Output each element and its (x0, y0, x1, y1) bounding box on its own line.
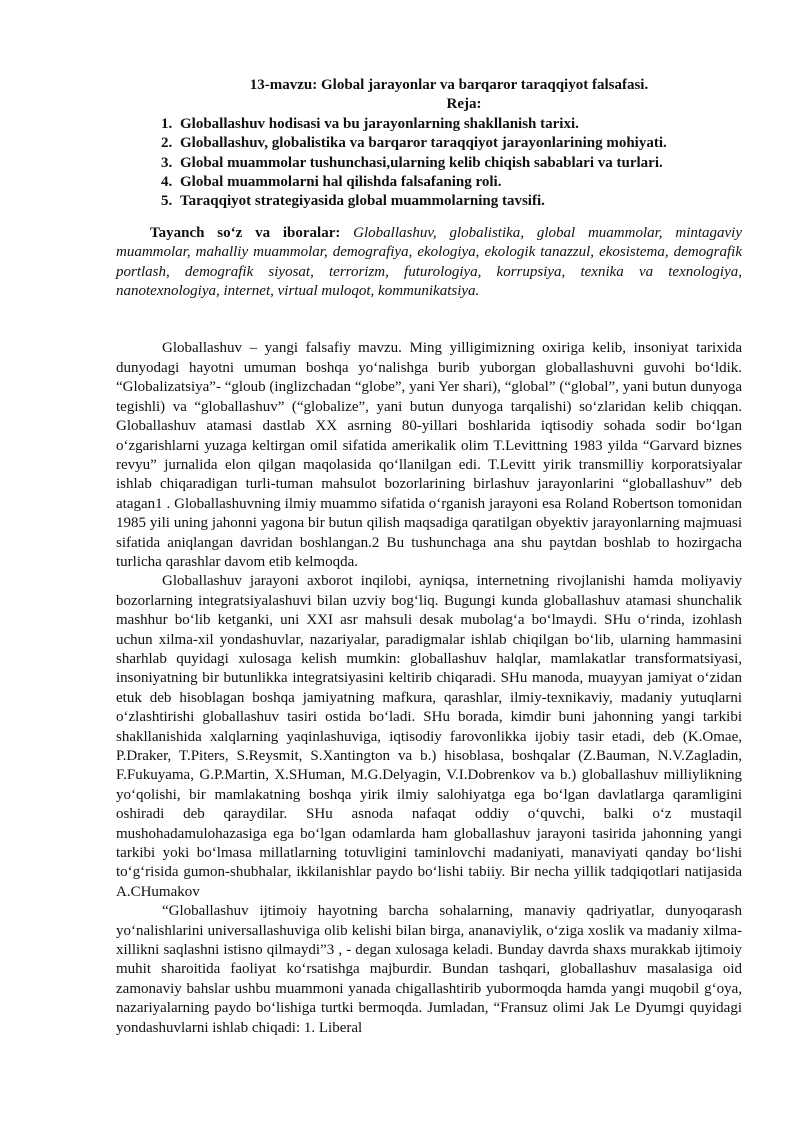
keywords-label: Tayanch so‘z va iboralar: (150, 224, 341, 241)
body-text (116, 339, 742, 1038)
plan-item-1: 1. Globallashuv hodisasi va bu jarayonlarning shakllanish tarixi. (176, 115, 742, 134)
document-title: 13-mavzu: Global jarayonlar va barqaror taraqqiyot falsafasi. (249, 77, 649, 93)
plan-item-2: 2. Globallashuv, globalistika va barqaror taraqqiyot jarayonlarining mohiyati. (176, 134, 742, 153)
document-page (116, 76, 742, 1038)
paragraph-2: Globallashuv jarayoni axborot inqilobi, ayniqsa, internetning rivojlanishi hamda moliyaviy bozorlarning integratsiyalashuvi bilan uzviy bog‘liq. Bugungi kunda globallashuv atamasi shunchalik mashhur bo‘lib ketganki, uni XXI asr mahsuli desak mubolag‘a bo‘lmaydi. SHu o‘rinda, izohlash uchun xilma-xil yondashuvlar, nazariyalar, paradigmalar ishlab chiqilgan bo‘lib, ularning hammasini sharhlab quyidagi xulosaga kelish mumkin: globallashuv halqlar, mamlakatlar transformatsiyasi, insoniyatning bir butunlikka integratsiyasini keltirib chiqaradi. SHu manoda, muayyan jamiyat o‘zidan etuk deb hisoblagan boshqa jamiyatning mafkura, qarashlar, ilmiy-texnikaviy, madaniy yutuqlarni o‘zlashtirishi globallashuv tasiri ostida bo‘ladi. SHu borada, kimdir buni jahonning yangi tarkibi shakllanishida xalqlarning yaqinlashuviga, iqtisodiy farovonlikka ijobiy tasir etadi, deb (K.Omae, P.Draker, T.Piters, S.Reysmit, S.Xantington va b.) hisoblasa, boshqalar (Z.Bauman, N.V.Zagladin, F.Fukuyama, G.P.Martin, X.SHuman, M.G.Delyagin, V.I.Dobrenkov va b.) globallashuv milliylikning yo‘qolishi, bir mamlakatning boshqa yirik ilmiy salohiyatga ega bo‘lgan davlatlarga qaramligini oshiradi deb qaraydilar. SHu asnoda nafaqat oddiy o‘quvchi, balki o‘z mustaqil mushohadamulohazasiga ega bo‘lgan odamlarda ham globallashuv jarayoni tasirida jahonning yangi tarkibi yoki bo‘lmasa millatlarning totuvligini taminlovchi madaniyati, manaviyati qanday bo‘lishi to‘g‘risida gumon-shubhalar, ikkilanishlar paydo bo‘lishi tabiiy. Bir necha yillik tadqiqotlari natijasida A.CHumakov (116, 573, 742, 900)
plan-item-3: 3. Global muammolar tushunchasi,ularning kelib chiqish sabablari va turlari. (176, 154, 742, 173)
paragraph-3: “Globallashuv ijtimoiy hayotning barcha sohalarning, manaviy qadriyatlar, dunyoqarash yo‘nalishlarini universallashuviga olib kelishi bilan birga, ananaviylik, o‘ziga xoslik va madaniy xilma-xillikni saqlashni istisno qilmaydi”3 , - degan xulosaga keladi. Bunday davrda shaxs murakkab ijtimoiy muhit sharoitida faoliyat ko‘rsatishga majburdir. Bundan tashqari, globallashuv masalasiga oid zamonaviy bahslar ushbu muammoni yanada chigallashtirib yubormoqda hamda yangi muqobil g‘oya, nazariyalarning paydo bo‘lishiga turtki bermoqda. Jumladan, “Fransuz olimi Jak Le Dyumgi quyidagi yondashuvlarni ishlab chiqadi: 1. Liberal (116, 903, 742, 1036)
plan-item-4: 4. Global muammolarni hal qilishda falsafaning roli. (176, 173, 742, 192)
keywords-list: Globallashuv, globalistika, global muammolar, mintagaviy muammolar, mahalliy muammolar, demografiya, ekologiya, ekologik tanazzul, ekosistema, demografik portlash, demografik siyosat, terrorizm, futurologiya, korrupsiya, texnika va texnologiya, nanotexnologiya, internet, virtual muloqot, kommunikatsiya. (116, 224, 743, 300)
plan-item-5: 5. Taraqqiyot strategiyasida global muammolarning tavsifi. (176, 192, 742, 211)
plan-heading: Reja: (446, 96, 482, 113)
plan-list (116, 115, 742, 212)
paragraph-1: Globallashuv – yangi falsafiy mavzu. Ming yilligimizning oxiriga kelib, insoniyat tarixida dunyodagi hayotni umuman boshqa yo‘nalishga burib yuborgan globallashuvni guvohi bo‘ldik. “Globalizatsiya”- “gloub (inglizchadan “globe”, yani Yer shari), “global” (“global”, yani butun dunyoga tegishli) va “globallashuv” (“globalize”, yani butun dunyoga tarqalishi) so‘zlaridan kelib chiqqan. Globallashuv atamasi dastlab XX asrning 80-yillari boshlarida iqtisodiy sohada sodir bo‘lgan o‘zgarishlarni yuzaga keltirgan omil sifatida amerikalik olim T.Levittning 1983 yilda “Garvard biznes revyu” jurnalida elon qilgan maqolasida qo‘llanilgan edi. T.Levitt yirik transmilliy korporatsiyalar ishlab chiqaradigan turli-tuman mahsulot bozorlarining birlashuv jarayonlarini “globallashuv” deb atagan1 . Globallashuvning ilmiy muammo sifatida o‘rganish jarayoni esa Roland Robertson tomonidan 1985 yili uning jahonni yagona bir butun qilish maqsadiga qaratilgan obyektiv jarayonlarning majmuasi sifatida aniqlangan davridan boshlangan.2 Bu tushunchaga ana shu paytdan boshlab to hozirgacha turlicha qarashlar davom etib kelmoqda. (116, 340, 742, 570)
keywords-paragraph (116, 224, 742, 302)
